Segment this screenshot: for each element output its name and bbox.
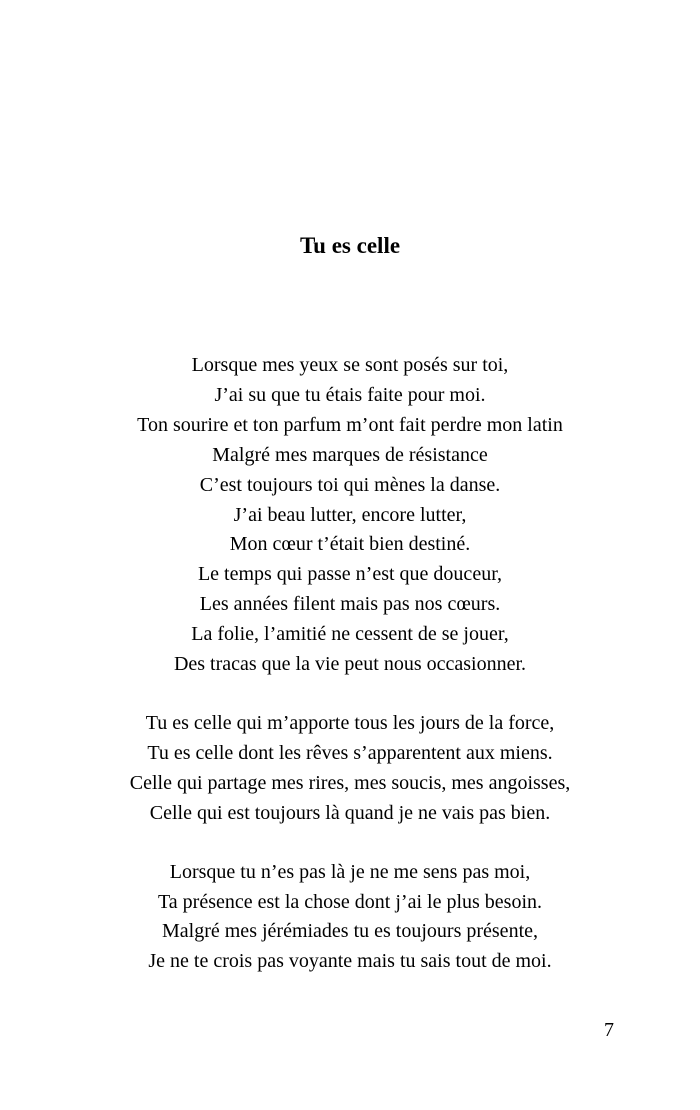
verse-line: C’est toujours toi qui mènes la danse. [199,473,501,496]
verse-line: Je ne te crois pas voyante mais tu sais tout de moi. [148,950,552,973]
poem-body [0,351,700,977]
verse-line: Tu es celle dont les rêves s’apparentent aux miens. [147,741,553,764]
page-number: 7 [604,1019,614,1041]
verse-line: Malgré mes jérémiades tu es toujours présente, [162,920,538,943]
verse-line: Celle qui est toujours là quand je ne vais pas bien. [149,801,551,824]
poem-title: Tu es celle [299,233,401,258]
stanza-1 [0,351,700,680]
verse-line: Des tracas que la vie peut nous occasionner. [173,653,527,676]
verse-line: J’ai su que tu étais faite pour moi. [214,383,486,406]
verse-line: Lorsque mes yeux se sont posés sur toi, [191,354,509,376]
verse-line: Le temps qui passe n’est que douceur, [197,563,503,586]
stanza-3 [0,858,700,978]
verse-line: Celle qui partage mes rires, mes soucis, mes angoisses, [129,771,571,794]
verse-line: Ta présence est la chose dont j’ai le plus besoin. [157,890,543,913]
verse-line: J’ai beau lutter, encore lutter, [233,503,467,526]
verse-line: Mon cœur t’était bien destiné. [229,533,471,556]
verse-line: Malgré mes marques de résistance [212,443,488,466]
stanza-2 [0,709,700,829]
verse-line: Les années filent mais pas nos cœurs. [199,593,501,616]
verse-line: Lorsque tu n’es pas là je ne me sens pas moi, [169,860,531,883]
verse-line: Tu es celle qui m’apporte tous les jours de la force, [145,711,555,734]
verse-line: Ton sourire et ton parfum m’ont fait perdre mon latin [137,413,563,436]
verse-line: La folie, l’amitié ne cessent de se jouer, [191,623,509,646]
